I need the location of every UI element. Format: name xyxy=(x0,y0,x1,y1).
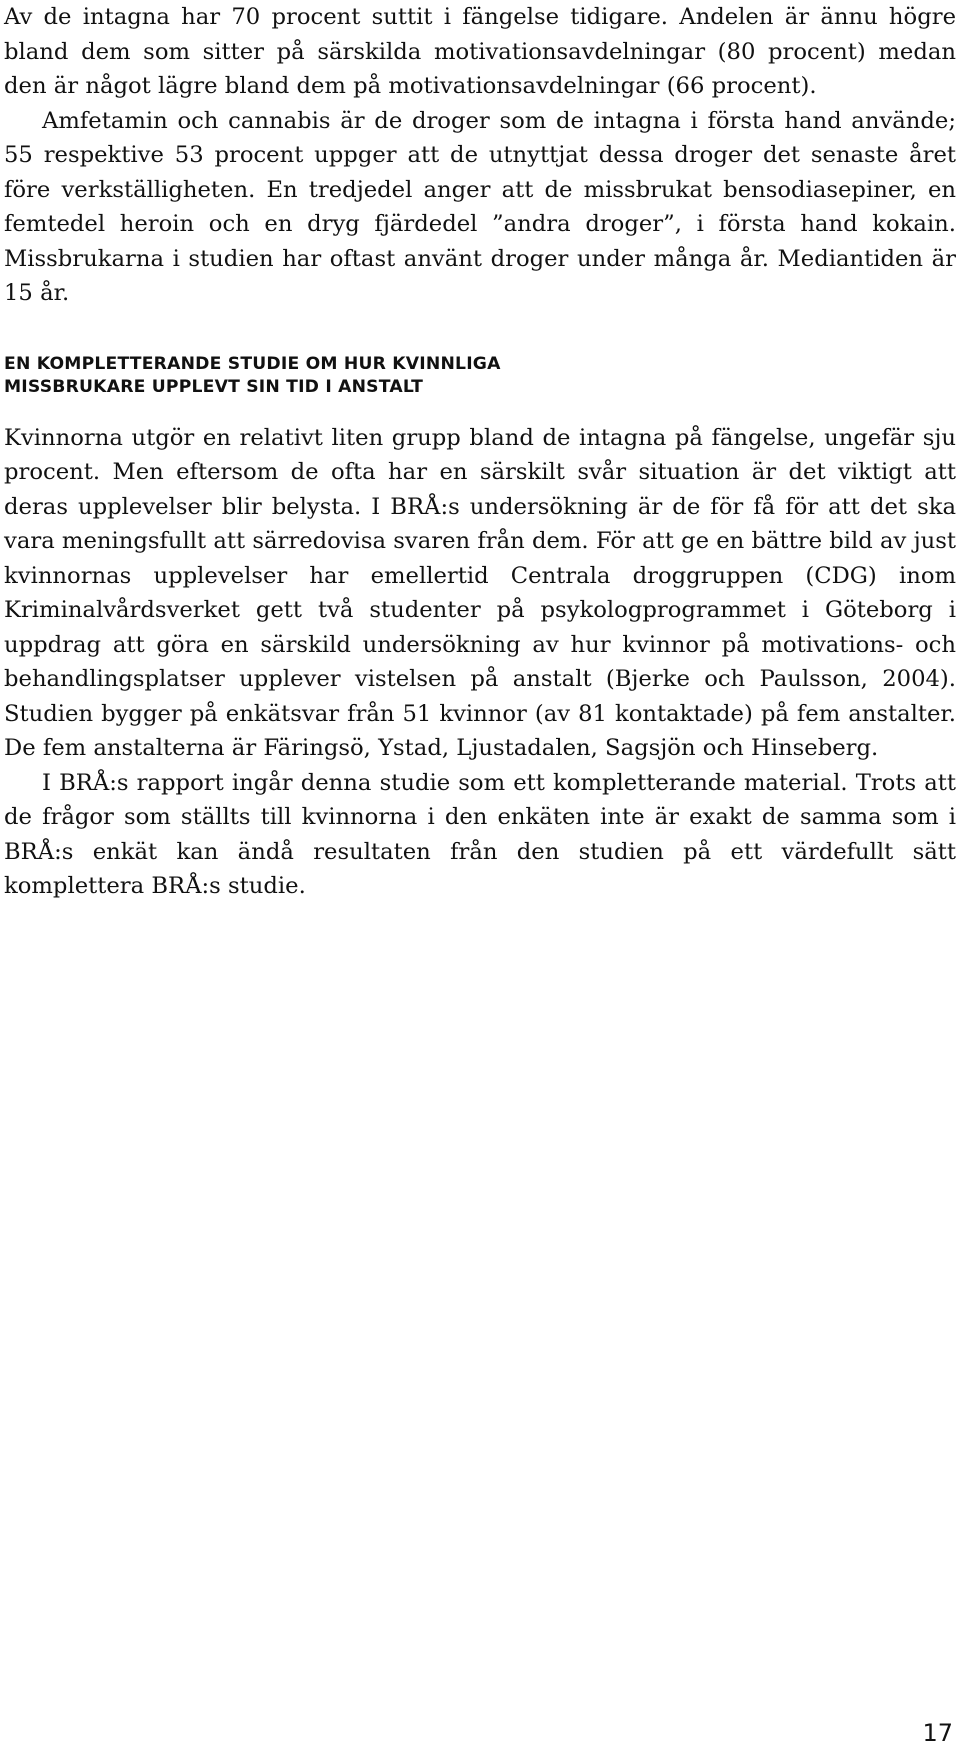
section-heading-line-2: MISSBRUKARE UPPLEVT SIN TID I ANSTALT xyxy=(4,376,424,397)
paragraph-report-complement: I BRÅ:s rapport ingår denna studie som ett kompletterande material. Trots att de frågor som ställts till kvinnorna i den enkäten inte är exakt de samma som i BRÅ:s enkät kan ändå resultaten från den studien på ett värdefullt sätt komplettera BRÅ:s studie. xyxy=(4,769,956,899)
page-number: 17 xyxy=(922,1719,953,1747)
paragraph-women-study: Kvinnorna utgör en relativt liten grupp bland de intagna på fängelse, ungefär sju procent. Men eftersom de ofta har en särskilt svår situation är det viktigt att deras upplevelser blir belysta. I BRÅ:s undersökning är de för få för att det ska vara meningsfullt att särredovisa svaren från dem. För att ge en bättre bild av just kvinnornas upplevelser har emellertid Centrala droggruppen (CDG) inom Kriminalvårdsverket gett två studenter på psykologprogrammet i Göteborg i uppdrag att göra en särskild undersökning av hur kvinnor på motivations- och behandlingsplatser upplever vistelsen på anstalt (Bjerke och Paulsson, 2004). Studien bygger på enkätsvar från 51 kvinnor (av 81 kontaktade) på fem anstalter. De fem anstalterna är Färingsö, Ystad, Ljustadalen, Sagsjön och Hinseberg. xyxy=(4,424,956,761)
document-page xyxy=(4,0,956,904)
paragraph-prior-imprisonment: Av de intagna har 70 procent suttit i fängelse tidigare. Andelen är ännu högre bland dem som sitter på särskilda motivationsavdelningar (80 procent) medan den är något lägre bland dem på motivationsavdelningar (66 procent). xyxy=(4,4,956,99)
paragraph-drug-use: Amfetamin och cannabis är de droger som de intagna i första hand använde; 55 respektive 53 procent uppger att de utnyttjat dessa droger det senaste året före verkställigheten. En tredjedel anger att de missbrukat bensodiasepiner, en femtedel heroin och en dryg fjärdedel ”andra droger”, i första hand kokain. Missbrukarna i studien har oftast använt droger under många år. Mediantiden är 15 år. xyxy=(4,107,956,306)
section-heading-line-1: EN KOMPLETTERANDE STUDIE OM HUR KVINNLIGA xyxy=(4,353,501,374)
section-heading xyxy=(4,353,956,399)
